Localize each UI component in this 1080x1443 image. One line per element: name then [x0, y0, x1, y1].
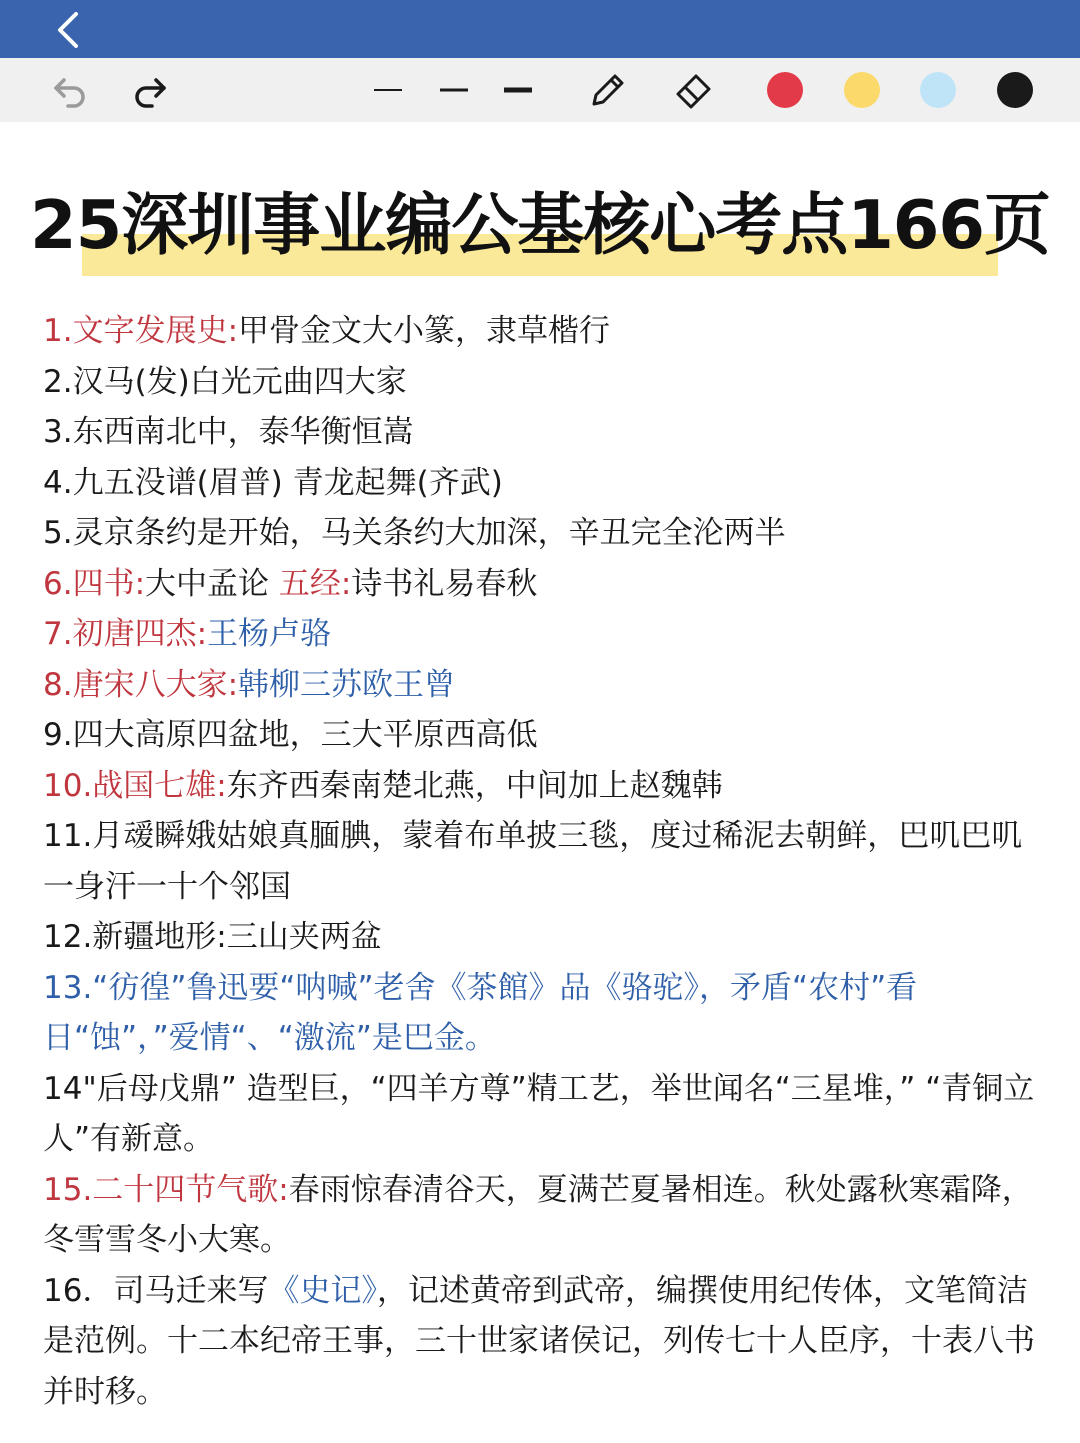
item-text: 《史记》 [268, 1272, 377, 1309]
eraser-button[interactable] [670, 66, 718, 114]
drawing-toolbar [0, 58, 1080, 122]
undo-button[interactable] [46, 66, 94, 114]
item-text: 9.四大高原四盆地，三大平原西高低 [43, 717, 538, 753]
page-title: 25深圳事业编公基核心考点166页 [29, 186, 1051, 264]
item-text: 14"后母戊鼎” 造型巨，“四羊方尊”精工艺，举世闻名“三星堆，” “青铜立人”有新意。 [43, 1070, 1035, 1157]
redo-button[interactable] [126, 66, 174, 114]
back-button[interactable] [48, 8, 88, 52]
item-text: 13.“彷徨”鲁迅要“呐喊”老舍《茶館》品《骆驼》，矛盾“农村”看日“蚀”，”爱情“、“激流”是巴金。 [43, 969, 918, 1056]
item-text: ，记述黄帝到武帝，编撰使用纪传体，文笔简洁是范例。十二本纪帝王事，三十世家诸侯记，列传七十人臣序，十表八书并时移。 [43, 1272, 1035, 1410]
line-thin-button[interactable] [364, 66, 412, 114]
list-item [43, 407, 1043, 458]
item-text: 5.灵京条约是开始，马关条约大加深，辛丑完全沦两半 [43, 515, 786, 551]
list-item [43, 761, 1043, 812]
item-text: 3.东西南北中，泰华衡恒嵩 [43, 414, 414, 450]
back-icon [54, 10, 82, 50]
list-item [43, 306, 1043, 357]
list-item [43, 811, 1043, 912]
list-item [43, 710, 1043, 761]
line-medium-button[interactable] [430, 66, 478, 114]
redo-icon [130, 70, 170, 110]
red-color-dot [767, 72, 803, 108]
item-text: 11.月叆瞬娥姑娘真腼腆，蒙着布单披三毯，度过稀泥去朝鲜，巴叽巴叽一身汗一十个邻国 [43, 818, 1023, 905]
list-item [43, 1165, 1043, 1266]
pen-button[interactable] [584, 66, 632, 114]
eraser-icon [672, 68, 716, 112]
line-thick-icon [494, 66, 542, 114]
knowledge-list [43, 306, 1043, 1417]
item-text: 诗书礼易春秋 [351, 565, 538, 602]
item-heading: 6.四书: [43, 565, 146, 602]
lightblue-color-dot [920, 72, 956, 108]
title-block [0, 178, 1080, 288]
item-text: 大中孟论 [145, 565, 279, 602]
list-item [43, 912, 1043, 963]
item-heading: 10.战国七雄: [43, 767, 227, 804]
list-item [43, 963, 1043, 1064]
color-lightblue-swatch[interactable] [914, 66, 962, 114]
item-heading: 1.文字发展史: [43, 313, 239, 349]
list-item [43, 1064, 1043, 1165]
color-red-swatch[interactable] [761, 66, 809, 114]
item-heading: 8.唐宋八大家: [43, 666, 239, 703]
item-text: 16．司马迁来写 [43, 1272, 269, 1309]
item-heading: 15.二十四节气歌: [43, 1171, 289, 1208]
item-text: 4.九五没谱(眉普) 青龙起舞(齐武) [43, 464, 503, 501]
black-color-dot [997, 72, 1033, 108]
item-text: 王杨卢骆 [207, 616, 332, 652]
list-item [43, 609, 1043, 660]
line-thick-button[interactable] [494, 66, 542, 114]
top-header-bar [0, 0, 1080, 58]
item-text: 韩柳三苏欧王曾 [238, 666, 456, 703]
item-heading: 7.初唐四杰: [43, 616, 208, 652]
item-text: 甲骨金文大小篆，隶草楷行 [238, 313, 611, 349]
item-text: 2.汉马(发)白光元曲四大家 [43, 363, 407, 400]
list-item [43, 1266, 1043, 1418]
line-thin-icon [364, 66, 412, 114]
yellow-color-dot [844, 72, 880, 108]
pen-icon [586, 68, 630, 112]
color-yellow-swatch[interactable] [838, 66, 886, 114]
list-item [43, 458, 1043, 509]
color-black-swatch[interactable] [991, 66, 1039, 114]
item-heading: 五经: [278, 565, 352, 602]
list-item [43, 357, 1043, 408]
item-text: 12.新疆地形:三山夹两盆 [43, 919, 382, 955]
list-item [43, 508, 1043, 559]
list-item [43, 559, 1043, 610]
item-text: 春雨惊春清谷天，夏满芒夏暑相连。秋处露秋寒霜降，冬雪雪冬小大寒。 [43, 1171, 1033, 1258]
list-item [43, 660, 1043, 711]
undo-icon [50, 70, 90, 110]
line-medium-icon [430, 66, 478, 114]
item-text: 东齐西秦南楚北燕，中间加上赵魏韩 [226, 767, 723, 804]
